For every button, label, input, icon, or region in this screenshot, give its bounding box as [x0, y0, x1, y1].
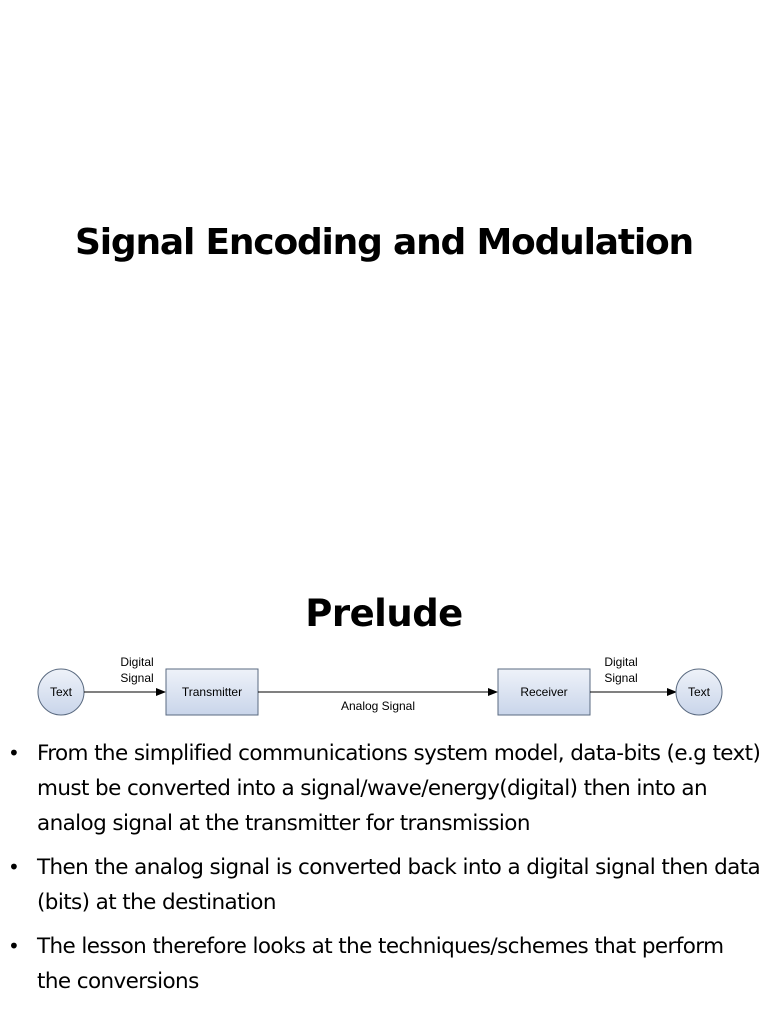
left-signal-label-line1: Digital	[120, 655, 154, 669]
slide-title: Signal Encoding and Modulation	[75, 222, 693, 263]
source-text-node	[38, 669, 84, 715]
communication-model-diagram	[0, 650, 768, 724]
source-text-label: Text	[49, 685, 73, 699]
bullet-marker: •	[8, 741, 20, 765]
bullet-marker: •	[8, 855, 20, 879]
bullet-list	[0, 736, 768, 1008]
bullet-item	[0, 736, 768, 841]
destination-text-node	[676, 669, 722, 715]
left-signal-label-line2: Signal	[120, 671, 154, 685]
transmitter-box	[166, 669, 258, 715]
transmitter-label: Transmitter	[181, 685, 243, 699]
receiver-box	[498, 669, 590, 715]
slide-heading: Prelude	[305, 592, 463, 635]
bullet-item	[0, 929, 768, 999]
bullet-marker: •	[8, 934, 20, 958]
prelude-slide	[0, 512, 768, 1024]
right-signal-label-line2: Signal	[604, 671, 638, 685]
destination-text-label: Text	[687, 685, 711, 699]
channel-label: Analog Signal	[340, 699, 416, 713]
bullet-text: From the simplified communications system model, data-bits (e.g text) must be converted into a signal/wave/energy(digital) then into an analog signal at the transmitter for transmission	[37, 741, 761, 836]
bullet-text: Then the analog signal is converted back into a digital signal then data (bits) at the destination	[37, 855, 761, 915]
bullet-text: The lesson therefore looks at the techniques/schemes that perform the conversions	[37, 934, 724, 994]
receiver-label: Receiver	[520, 685, 568, 699]
bullet-item	[0, 850, 768, 920]
right-signal-label-line1: Digital	[604, 655, 638, 669]
